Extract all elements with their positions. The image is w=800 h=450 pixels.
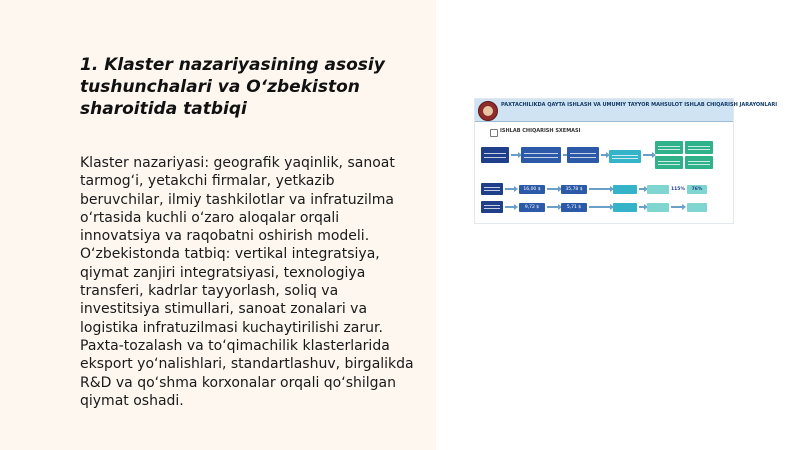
slide-title: 1. Klaster nazariyasining asosiy tushunchalari va O‘zbekiston sharoitida tatbiqi xyxy=(80,55,385,119)
arrow-icon xyxy=(511,154,519,156)
value-block xyxy=(519,203,545,212)
image-panel xyxy=(436,0,800,450)
process-block xyxy=(481,183,503,195)
diagram-subheader: ISHLAB CHIQARISH SXEMASI xyxy=(500,128,581,134)
diagram-header xyxy=(475,99,778,122)
value-block xyxy=(647,203,669,212)
value-block xyxy=(519,185,545,194)
value-label: 9,72 $ xyxy=(524,204,540,210)
process-block xyxy=(567,147,599,163)
slide-body-text: Klaster nazariyasi: geografik yaqinlik, sanoat tarmog‘i, yetakchi firmalar, yetkazib beruvchilar, ilmiy tashkilotlar va infratuzilma o‘rtasida kuchli o‘zaro aloqalar orqali innovatsiya va raqobatni oshirish modeli. O‘zbekistonda tatbiq: vertikal integratsiya, qiymat zanjiri integratsiyasi, texnologiya transferi, kadrlar tayyorlash, soliq va investitsiya stimullari, sanoat zonalari va logistika infratuzilmasi kuchaytirilishi zarur. Paxta-tozalash va to‘qimachilik klasterlarida eksport yo‘nalishlari, standartlashuv, birgalikda R&D va qo‘shma korxonalar orqali qo‘shilgan qiymat oshadi. xyxy=(80,155,414,409)
value-label: 35,78 $ xyxy=(565,186,583,192)
process-block xyxy=(521,147,561,163)
arrow-icon xyxy=(643,154,653,156)
arrow-icon xyxy=(505,188,515,190)
product-block xyxy=(655,156,683,169)
product-block xyxy=(655,141,683,154)
value-block xyxy=(647,185,669,194)
process-block xyxy=(481,147,509,163)
value-block xyxy=(613,185,637,194)
process-block xyxy=(609,150,641,163)
arrow-icon xyxy=(589,206,611,208)
arrow-icon xyxy=(547,206,559,208)
value-block xyxy=(561,185,587,194)
diagram-header-text: PAXTACHILIKDA QAYTA ISHLASH VA UMUMIY TAYYOR MAHSULOT ISHLAB CHIQARISH JARAYONLARI xyxy=(501,102,778,108)
percent-label: 115% xyxy=(671,187,685,192)
arrow-icon xyxy=(639,188,645,190)
arrow-icon xyxy=(639,206,645,208)
percent-label: 76% xyxy=(691,186,703,192)
value-block xyxy=(687,185,707,194)
value-block xyxy=(613,203,637,212)
arrow-icon xyxy=(671,206,683,208)
checkbox-icon xyxy=(490,129,498,137)
value-block xyxy=(687,203,707,212)
value-block xyxy=(561,203,587,212)
product-block xyxy=(685,141,713,154)
arrow-icon xyxy=(547,188,559,190)
product-block xyxy=(685,156,713,169)
arrow-icon xyxy=(505,206,515,208)
arrow-icon xyxy=(601,154,607,156)
value-label: 16,00 $ xyxy=(523,186,541,192)
process-block xyxy=(481,201,503,213)
value-label: 5,71 $ xyxy=(566,204,582,210)
arrow-icon xyxy=(589,188,611,190)
emblem-icon xyxy=(478,101,498,121)
cluster-process-diagram xyxy=(474,98,778,224)
